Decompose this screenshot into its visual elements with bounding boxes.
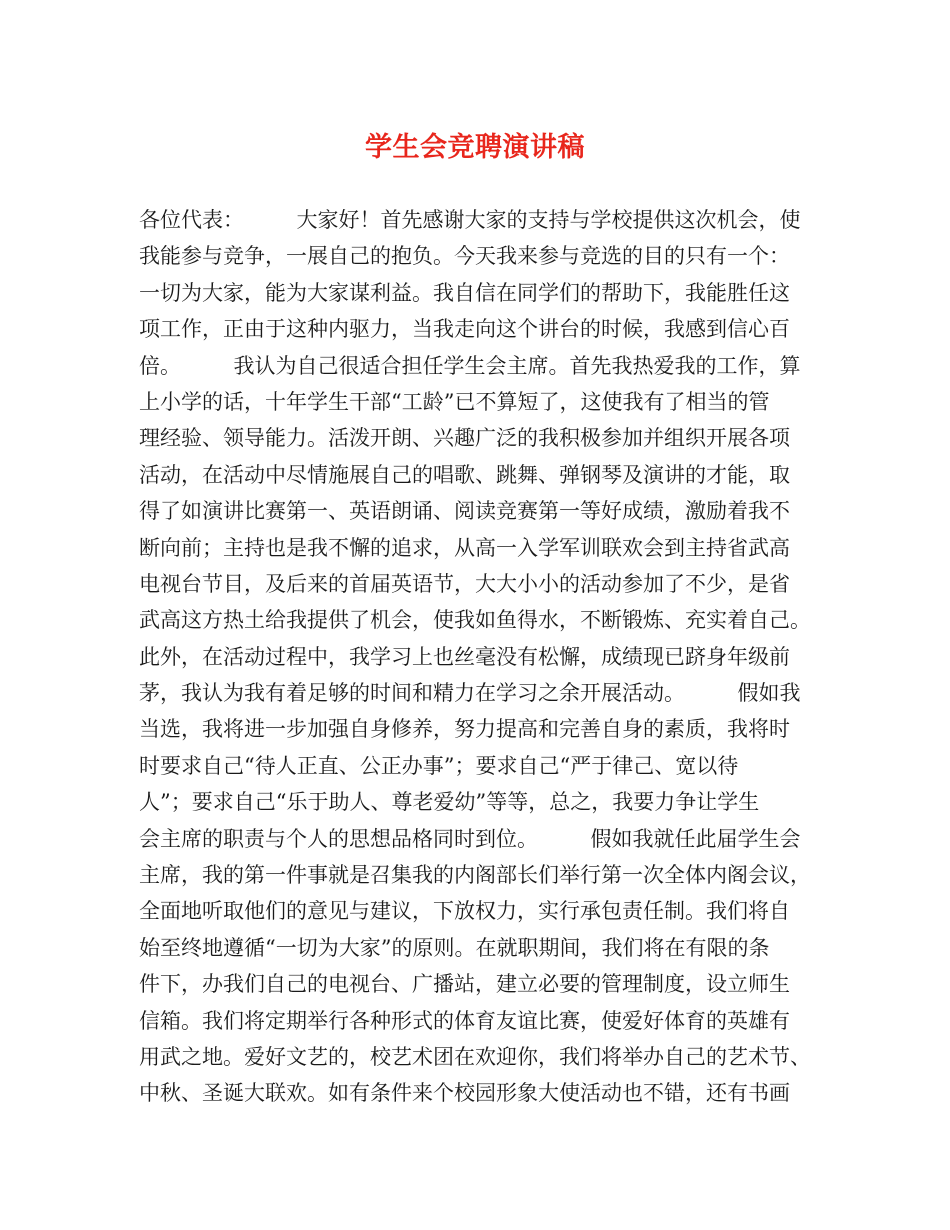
body-line-16: 时要求自己“待人正直、公正办事”；要求自己“严于律己、宽以待 [139, 753, 739, 778]
body-line-25: 中秋、圣诞大联欢。如有条件来个校园形象大使活动也不错，还有书画 [139, 1081, 790, 1106]
body-line-18: 会主席的职责与个人的思想品格同时到位。 假如我就任此届学生会 [139, 826, 801, 851]
body-line-24: 用武之地。爱好文艺的，校艺术团在欢迎你，我们将举办自己的艺术节、 [139, 1044, 811, 1069]
body-line-23: 信箱。我们将定期举行各种形式的体育友谊比赛，使爱好体育的英雄有 [139, 1008, 790, 1033]
body-line-22: 件下，办我们自己的电视台、广播站，建立必要的管理制度，设立师生 [139, 972, 790, 997]
body-line-17: 人”；要求自己“乐于助人、尊老爱幼”等等，总之，我要力争让学生 [139, 790, 760, 815]
body-line-10: 断向前；主持也是我不懈的追求，从高一入学军训联欢会到主持省武高 [139, 535, 790, 560]
body-line-13: 此外，在活动过程中，我学习上也丝毫没有松懈，成绩现已跻身年级前 [139, 644, 790, 669]
body-line-1: 各位代表： 大家好！首先感谢大家的支持与学校提供这次机会，使 [139, 208, 801, 232]
body-line-6: 上小学的话，十年学生干部“工龄”已不算短了，这使我有了相当的管 [139, 389, 770, 414]
body-line-15: 当选，我将进一步加强自身修养，努力提高和完善自身的素质，我将时 [139, 717, 790, 742]
document-body [139, 202, 839, 1112]
body-line-4: 项工作，正由于这种内驱力，当我走向这个讲台的时候，我感到信心百 [139, 317, 790, 342]
body-line-14: 茅，我认为我有着足够的时间和精力在学习之余开展活动。 假如我 [139, 681, 801, 706]
body-line-3: 一切为大家，能为大家谋利益。我自信在同学们的帮助下，我能胜任这 [139, 280, 790, 305]
body-line-8: 活动，在活动中尽情施展自己的唱歌、跳舞、弹钢琴及演讲的才能，取 [139, 462, 790, 487]
body-line-2: 我能参与竞争，一展自己的抱负。今天我来参与竞选的目的只有一个： [139, 244, 790, 269]
body-line-5: 倍。 我认为自己很适合担任学生会主席。首先我热爱我的工作，算 [139, 353, 801, 378]
body-line-12: 武高这方热土给我提供了机会，使我如鱼得水，不断锻炼、充实着自己。 [139, 608, 811, 633]
body-line-19: 主席，我的第一件事就是召集我的内阁部长们举行第一次全体内阁会议， [139, 863, 811, 888]
body-line-9: 得了如演讲比赛第一、英语朗诵、阅读竞赛第一等好成绩，激励着我不 [139, 499, 790, 524]
document-title: 学生会竞聘演讲稿 [365, 132, 585, 163]
body-line-21: 始至终地遵循“一切为大家”的原则。在就职期间，我们将在有限的条 [139, 935, 770, 960]
body-line-20: 全面地听取他们的意见与建议，下放权力，实行承包责任制。我们将自 [139, 899, 790, 924]
body-line-7: 理经验、领导能力。活泼开朗、兴趣广泛的我积极参加并组织开展各项 [139, 426, 790, 451]
body-line-11: 电视台节目，及后来的首届英语节，大大小小的活动参加了不少，是省 [139, 571, 790, 596]
